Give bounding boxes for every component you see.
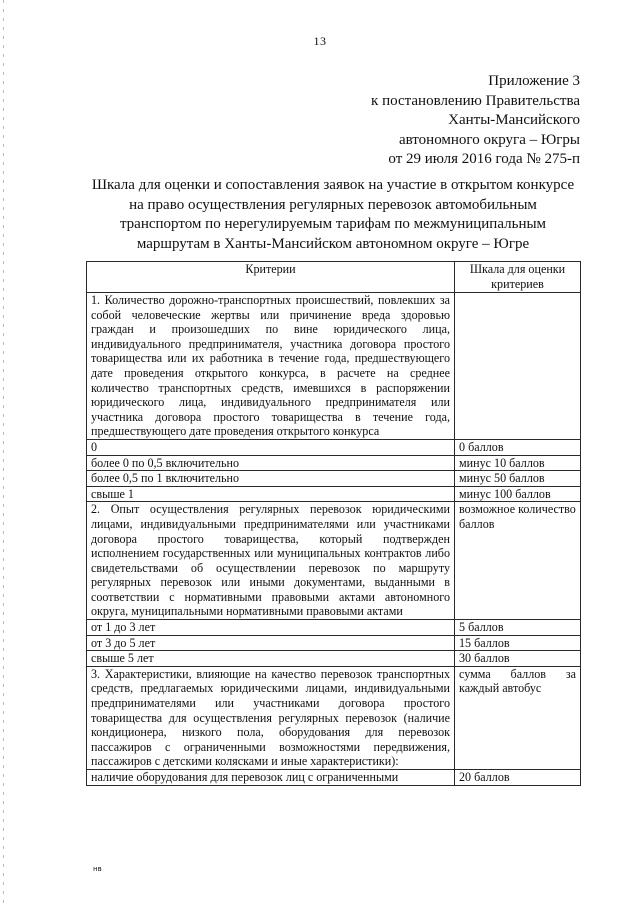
- table-row: [87, 635, 581, 651]
- row-label: более 0,5 по 1 включительно: [87, 471, 455, 487]
- appendix-block: [371, 72, 580, 170]
- row-score: минус 50 баллов: [455, 471, 581, 487]
- header-criteria: Критерии: [87, 262, 455, 293]
- row-label: от 1 до 3 лет: [87, 620, 455, 636]
- table-row: [87, 486, 581, 502]
- table-row: [87, 455, 581, 471]
- document-title: [78, 176, 588, 254]
- row-label: более 0 по 0,5 включительно: [87, 455, 455, 471]
- criterion-2-scale: возможное количество баллов: [455, 502, 581, 620]
- scan-edge-artifact: [3, 0, 4, 905]
- row-score: 30 баллов: [455, 651, 581, 667]
- criterion-3-row: [87, 666, 581, 769]
- row-score: 15 баллов: [455, 635, 581, 651]
- footer-code: нв: [93, 865, 102, 873]
- row-label: 0: [87, 439, 455, 455]
- appendix-line: от 29 июля 2016 года № 275-п: [388, 151, 580, 167]
- header-scale: Шкала для оценки критериев: [455, 262, 581, 293]
- criterion-2-row: [87, 502, 581, 620]
- row-label: наличие оборудования для перевозок лиц с ограниченными: [87, 770, 455, 786]
- title-line: маршрутам в Ханты-Мансийском автономном округе – Югре: [136, 235, 530, 252]
- row-score: минус 100 баллов: [455, 486, 581, 502]
- row-score: 20 баллов: [455, 770, 581, 786]
- row-score: минус 10 баллов: [455, 455, 581, 471]
- row-label: от 3 до 5 лет: [87, 635, 455, 651]
- title-line: Шкала для оценки и сопоставления заявок на участие в открытом конкурсе: [91, 177, 575, 193]
- title-line: на право осуществления регулярных перевозок автомобильным: [129, 196, 537, 213]
- page-number: 13: [313, 34, 327, 48]
- criterion-2-text: 2. Опыт осуществления регулярных перевозок юридическими лицами, индивидуальными предпринимателями или участниками договора простого товарищества, который подтвержден исполнением государственных или муниципальных контрактов либо свидетельствами об осуществлении перевозок по маршруту регулярных перевозок или иными документами, выданными в соответствии с нормативными правовыми актами автономного округа, муниципальными нормативными правовыми актами: [87, 502, 455, 620]
- table-header-row: [87, 262, 581, 293]
- appendix-line: Ханты-Мансийского: [448, 112, 580, 128]
- criterion-1-scale: [455, 293, 581, 440]
- criteria-table: [86, 261, 581, 786]
- row-label: свыше 1: [87, 486, 455, 502]
- table-row: [87, 770, 581, 786]
- table-row: [87, 471, 581, 487]
- appendix-line: Приложение 3: [488, 73, 580, 89]
- row-score: 5 баллов: [455, 620, 581, 636]
- table-row: [87, 651, 581, 667]
- row-score: 0 баллов: [455, 439, 581, 455]
- row-label: свыше 5 лет: [87, 651, 455, 667]
- criterion-3-text: 3. Характеристики, влияющие на качество перевозок транспортных средств, предлагаемых юридическими лицами, индивидуальными предпринимателями или участниками договора простого товарищества для осуществления регулярных перевозок (наличие кондиционера, низкого пола, оборудования для перевозок пассажиров с ограниченными возможностями передвижения, пассажиров с детскими колясками и иные характеристики):: [87, 666, 455, 769]
- title-line: транспортом по нерегулируемым тарифам по межмуниципальным: [119, 216, 547, 232]
- table-row: [87, 620, 581, 636]
- appendix-line: к постановлению Правительства: [371, 92, 580, 109]
- criterion-3-scale: сумма баллов за каждый автобус: [455, 666, 581, 769]
- criterion-1-text: 1. Количество дорожно-транспортных происшествий, повлекших за собой человеческие жертвы или причинение вреда здоровью граждан и произошедших по вине юридического лица, индивидуального предпринимателя, участника договора простого товарищества или их работника в течение года, предшествующего дате проведения открытого конкурса, в расчете на среднее количество транспортных средств, имевшихся в распоряжении юридического лица, индивидуального предпринимателя или участника договора простого товарищества в течение года, предшествующего дате проведения открытого конкурса: [87, 293, 455, 440]
- appendix-line: автономного округа – Югры: [398, 131, 580, 148]
- criterion-1-row: [87, 293, 581, 440]
- table-row: [87, 439, 581, 455]
